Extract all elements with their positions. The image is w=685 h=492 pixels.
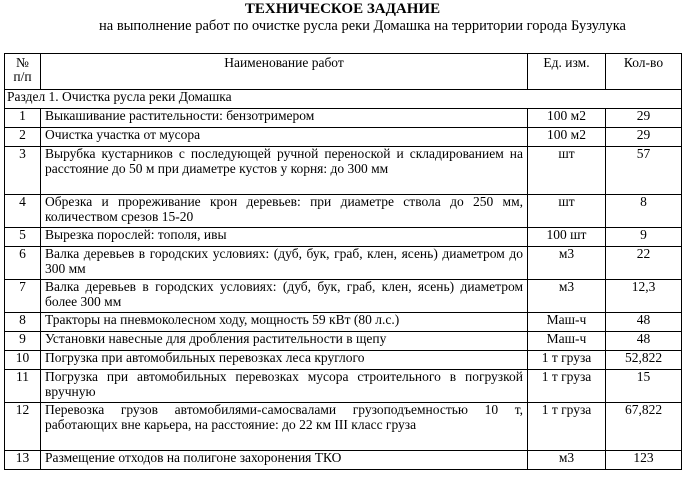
row-name: Выкашивание растительности: бензотримером xyxy=(41,109,528,128)
table-row xyxy=(5,370,682,403)
section-row xyxy=(5,90,682,109)
table-row xyxy=(5,128,682,147)
row-name: Установки навесные для дробления растительности в щепу xyxy=(41,332,528,351)
row-num: 11 xyxy=(5,370,41,403)
row-num: 5 xyxy=(5,228,41,247)
table-row xyxy=(5,403,682,451)
row-name: Вырезка порослей: тополя, ивы xyxy=(41,228,528,247)
row-qty: 48 xyxy=(606,313,682,332)
header-unit: Ед. изм. xyxy=(528,54,606,90)
row-qty: 67,822 xyxy=(606,403,682,451)
row-qty: 12,3 xyxy=(606,280,682,313)
row-unit: 1 т груза xyxy=(528,370,606,403)
row-qty: 57 xyxy=(606,147,682,195)
row-unit: 100 м2 xyxy=(528,109,606,128)
row-qty: 8 xyxy=(606,195,682,228)
table-row xyxy=(5,195,682,228)
row-unit: 1 т груза xyxy=(528,403,606,451)
row-unit: 100 м2 xyxy=(528,128,606,147)
row-qty: 9 xyxy=(606,228,682,247)
row-unit: 100 шт xyxy=(528,228,606,247)
row-name: Перевозка грузов автомобилями-самосвалами грузоподъемностью 10 т, работающих вне карьера, на расстояние: до 22 км III класс груза xyxy=(41,403,528,451)
table-row xyxy=(5,280,682,313)
table-row xyxy=(5,247,682,280)
header-qty: Кол-во xyxy=(606,54,682,90)
table-row xyxy=(5,351,682,370)
row-name: Валка деревьев в городских условиях: (дуб, бук, граб, клен, ясень) диаметром до 300 мм xyxy=(41,247,528,280)
row-unit: м3 xyxy=(528,451,606,470)
row-num: 2 xyxy=(5,128,41,147)
table-row xyxy=(5,147,682,195)
row-unit: Маш-ч xyxy=(528,313,606,332)
row-num: 6 xyxy=(5,247,41,280)
row-unit: шт xyxy=(528,195,606,228)
table-row xyxy=(5,313,682,332)
row-num: 4 xyxy=(5,195,41,228)
row-qty: 29 xyxy=(606,109,682,128)
document-subtitle: на выполнение работ по очистке русла реки Домашка на территории города Бузулука xyxy=(99,18,626,34)
row-unit: 1 т груза xyxy=(528,351,606,370)
row-num: 1 xyxy=(5,109,41,128)
header-num: № п/п xyxy=(5,54,41,90)
row-unit: Маш-ч xyxy=(528,332,606,351)
row-unit: шт xyxy=(528,147,606,195)
row-num: 12 xyxy=(5,403,41,451)
row-qty: 52,822 xyxy=(606,351,682,370)
row-name: Погрузка при автомобильных перевозках мусора строительного в погрузкой вручную xyxy=(41,370,528,403)
table-row xyxy=(5,109,682,128)
row-num: 7 xyxy=(5,280,41,313)
row-name: Обрезка и прореживание крон деревьев: при диаметре ствола до 250 мм, количеством срезов 15-20 xyxy=(41,195,528,228)
row-qty: 29 xyxy=(606,128,682,147)
row-num: 3 xyxy=(5,147,41,195)
row-qty: 48 xyxy=(606,332,682,351)
row-num: 8 xyxy=(5,313,41,332)
row-name: Размещение отходов на полигоне захоронения ТКО xyxy=(41,451,528,470)
row-qty: 123 xyxy=(606,451,682,470)
section-title: Раздел 1. Очистка русла реки Домашка xyxy=(5,90,682,109)
table-row xyxy=(5,332,682,351)
document-title: ТЕХНИЧЕСКОЕ ЗАДАНИЕ xyxy=(244,1,441,17)
row-name: Очистка участка от мусора xyxy=(41,128,528,147)
table-row xyxy=(5,451,682,470)
row-unit: м3 xyxy=(528,247,606,280)
row-qty: 22 xyxy=(606,247,682,280)
table-header-row xyxy=(5,54,682,90)
row-name: Тракторы на пневмоколесном ходу, мощность 59 кВт (80 л.с.) xyxy=(41,313,528,332)
row-qty: 15 xyxy=(606,370,682,403)
row-name: Вырубка кустарников с последующей ручной переноской и складированием на расстояние до 50 м при диаметре кустов у корня: до 300 мм xyxy=(41,147,528,195)
header-name: Наименование работ xyxy=(41,54,528,90)
works-table xyxy=(4,53,682,470)
row-unit: м3 xyxy=(528,280,606,313)
row-num: 10 xyxy=(5,351,41,370)
row-name: Валка деревьев в городских условиях: (дуб, бук, граб, клен, ясень) диаметром более 300 мм xyxy=(41,280,528,313)
row-name: Погрузка при автомобильных перевозках леса круглого xyxy=(41,351,528,370)
table-row xyxy=(5,228,682,247)
row-num: 9 xyxy=(5,332,41,351)
row-num: 13 xyxy=(5,451,41,470)
